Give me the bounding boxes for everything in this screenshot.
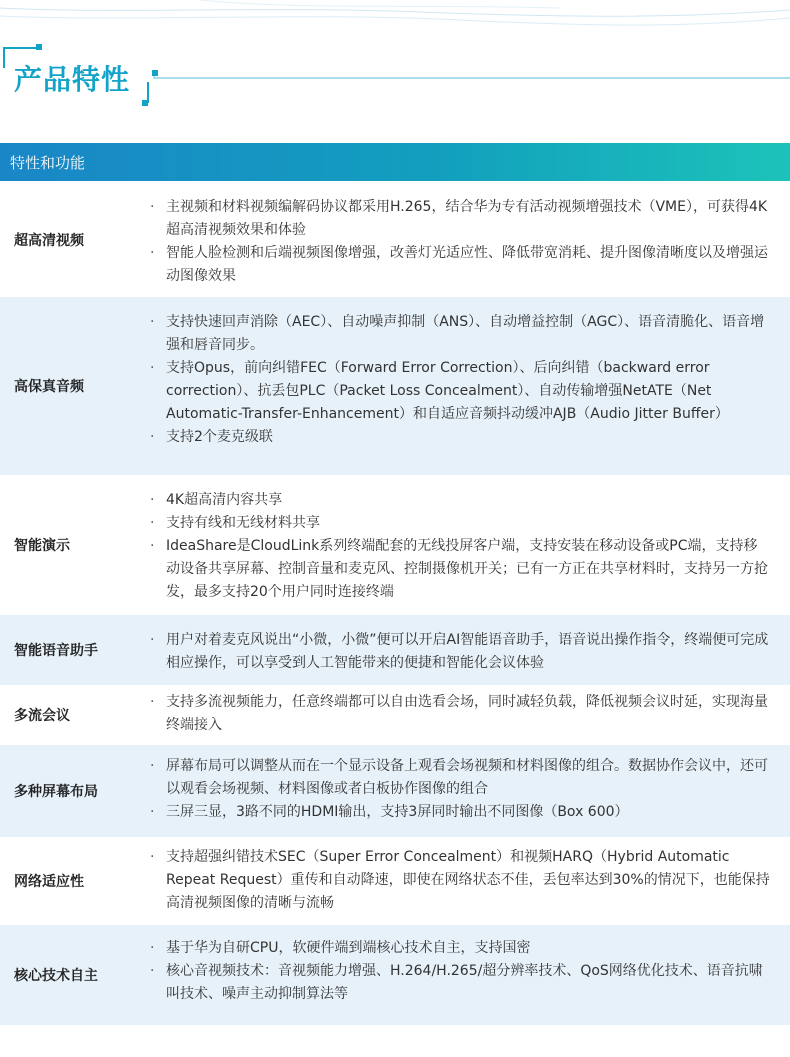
table-row bbox=[0, 685, 790, 745]
list-item: · 支持多流视频能力，任意终端都可以自由选看会场，同时减轻负载，降低视频会议时延，实现海量终端接入 bbox=[150, 691, 770, 737]
table-row bbox=[0, 925, 790, 1025]
row-items bbox=[150, 629, 770, 675]
list-item: · 主视频和材料视频编解码协议都采用H.265，结合华为专有活动视频增强技术（VME），可获得4K超高清视频效果和体验 bbox=[150, 196, 770, 242]
row-label: 多种屏幕布局 bbox=[14, 784, 98, 800]
table-row bbox=[0, 837, 790, 925]
section-title-block bbox=[0, 44, 790, 114]
row-label: 超高清视频 bbox=[14, 232, 84, 249]
page-title: 产品特性 bbox=[14, 63, 131, 96]
table-row bbox=[0, 297, 790, 475]
row-label: 智能演示 bbox=[14, 538, 70, 554]
table-header-label: 特性和功能 bbox=[10, 154, 86, 172]
row-items bbox=[150, 937, 770, 1006]
list-item: · 智能人脸检测和后端视频图像增强，改善灯光适应性、降低带宽消耗、提升图像清晰度以及增强运动图像效果 bbox=[150, 242, 770, 288]
table-row bbox=[0, 615, 790, 685]
row-label: 核心技术自主 bbox=[14, 968, 98, 984]
list-item: · 支持有线和无线材料共享 bbox=[150, 512, 770, 535]
table-header bbox=[0, 143, 790, 181]
row-label: 多流会议 bbox=[14, 708, 70, 724]
row-items bbox=[150, 489, 770, 604]
list-item: · 4K超高清内容共享 bbox=[150, 489, 770, 512]
list-item: · 基于华为自研CPU，软硬件端到端核心技术自主，支持国密 bbox=[150, 937, 770, 960]
list-item: · 支持Opus，前向纠错FEC（Forward Error Correction）、后向纠错（backward error correction）、抗丢包PLC（Packet Loss Concealment）、自动传输增强NetATE（Net Automatic-Transfer-Enhancement）和自适应音频抖动缓冲AJB（Audio Jitter Buffer） bbox=[150, 357, 770, 426]
list-item: · 核心音视频技术：音视频能力增强、H.264/H.265/超分辨率技术、QoS网络优化技术、语音抗啸叫技术、噪声主动抑制算法等 bbox=[150, 960, 770, 1006]
list-item: · 用户对着麦克风说出“小微，小微”便可以开启AI智能语音助手，语音说出操作指令，终端便可完成相应操作，可以享受到人工智能带来的便捷和智能化会议体验 bbox=[150, 629, 770, 675]
list-item: · 支持超强纠错技术SEC（Super Error Concealment）和视频HARQ（Hybrid Automatic Repeat Request）重传和自动降速，即使在网络状态不佳，丢包率达到30%的情况下，也能保持高清视频图像的清晰与流畅 bbox=[150, 846, 770, 915]
list-item: · IdeaShare是CloudLink系列终端配套的无线投屏客户端，支持安装在移动设备或PC端，支持移动设备共享屏幕、控制音量和麦克风、控制摄像机开关；已有一方正在共享材料时，支持另一方抢发，最多支持20个用户同时连接终端 bbox=[150, 535, 770, 604]
table-row bbox=[0, 745, 790, 837]
list-item: · 支持2个麦克级联 bbox=[150, 426, 770, 449]
row-items bbox=[150, 196, 770, 288]
table-row bbox=[0, 182, 790, 297]
row-items bbox=[150, 846, 770, 915]
row-label: 高保真音频 bbox=[14, 379, 84, 395]
table-row bbox=[0, 475, 790, 615]
row-label: 智能语音助手 bbox=[14, 643, 98, 659]
row-label: 网络适应性 bbox=[14, 874, 84, 890]
list-item: · 支持快速回声消除（AEC）、自动噪声抑制（ANS）、自动增益控制（AGC）、语音清脆化、语音增强和唇音同步。 bbox=[150, 311, 770, 357]
list-item: · 三屏三显，3路不同的HDMI输出，支持3屏同时输出不同图像（Box 600） bbox=[150, 801, 770, 824]
row-items bbox=[150, 755, 770, 824]
row-items bbox=[150, 311, 770, 449]
list-item: · 屏幕布局可以调整从而在一个显示设备上观看会场视频和材料图像的组合。数据协作会议中，还可以观看会场视频、材料图像或者白板协作图像的组合 bbox=[150, 755, 770, 801]
row-items bbox=[150, 691, 770, 737]
